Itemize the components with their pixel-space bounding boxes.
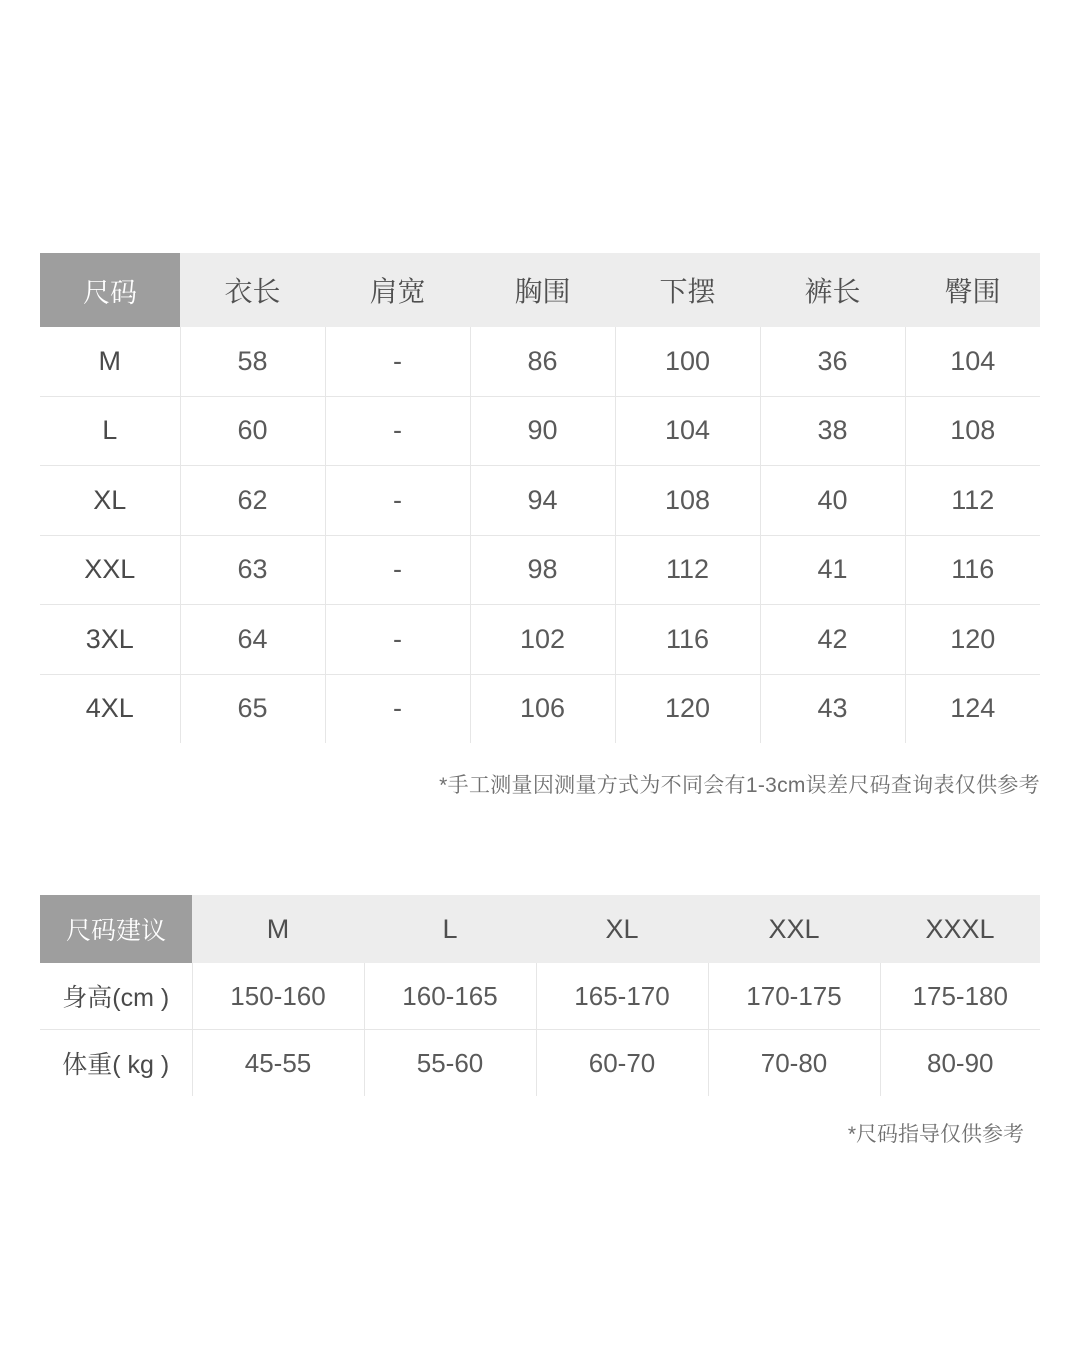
measurement-table-head — [40, 253, 1040, 327]
cell-value: 65 — [180, 674, 325, 743]
advice-corner-label: 尺码建议 — [40, 895, 192, 963]
cell-value: 116 — [905, 535, 1040, 605]
cell-value: 55-60 — [364, 1030, 536, 1097]
row-size-label: M — [40, 327, 180, 396]
measurement-table — [40, 253, 1040, 743]
size-advice-table — [40, 895, 1040, 1096]
measurement-corner-label: 尺码 — [40, 253, 180, 327]
cell-value: 60-70 — [536, 1030, 708, 1097]
measurement-header-5: 臀围 — [905, 253, 1040, 327]
cell-value: - — [325, 605, 470, 675]
cell-value: - — [325, 535, 470, 605]
cell-value: 112 — [905, 466, 1040, 536]
row-label-weight: 体重( kg ) — [40, 1030, 192, 1097]
table-row — [40, 605, 1040, 675]
cell-value: 63 — [180, 535, 325, 605]
table-row — [40, 535, 1040, 605]
measurement-table-body — [40, 327, 1040, 743]
cell-value: 98 — [470, 535, 615, 605]
cell-value: 104 — [615, 396, 760, 466]
advice-table-head — [40, 895, 1040, 963]
cell-value: 36 — [760, 327, 905, 396]
advice-header-3: XXL — [708, 895, 880, 963]
measurement-disclaimer: *手工测量因测量方式为不同会有1-3cm误差尺码查询表仅供参考 — [439, 774, 1040, 797]
cell-value: 175-180 — [880, 963, 1040, 1030]
cell-value: 150-160 — [192, 963, 364, 1030]
cell-value: 42 — [760, 605, 905, 675]
table-row — [40, 674, 1040, 743]
cell-value: 116 — [615, 605, 760, 675]
cell-value: 38 — [760, 396, 905, 466]
cell-value: 100 — [615, 327, 760, 396]
cell-value: 124 — [950, 693, 996, 724]
cell-value: - — [325, 327, 470, 396]
cell-value: 58 — [180, 327, 325, 396]
measurement-header-0: 衣长 — [180, 253, 325, 327]
advice-table-body — [40, 963, 1040, 1096]
row-size-label: XL — [40, 466, 180, 536]
cell-value: 120 — [905, 605, 1040, 675]
measurement-header-1: 肩宽 — [325, 253, 470, 327]
measurement-header-3: 下摆 — [615, 253, 760, 327]
cell-value: 43 — [760, 674, 905, 743]
cell-value: 165-170 — [536, 963, 708, 1030]
cell-value: 60 — [180, 396, 325, 466]
cell-value: 108 — [905, 396, 1040, 466]
advice-table-section — [40, 895, 1040, 1148]
cell-value: 45-55 — [192, 1030, 364, 1097]
row-size-label: 4XL — [40, 674, 180, 743]
cell-value: 94 — [470, 466, 615, 536]
cell-value: 102 — [470, 605, 615, 675]
measurement-table-section — [40, 253, 1040, 799]
cell-value: 70-80 — [708, 1030, 880, 1097]
cell-value: 112 — [615, 535, 760, 605]
cell-value: 90 — [470, 396, 615, 466]
cell-value: - — [325, 674, 470, 743]
cell-value: 86 — [470, 327, 615, 396]
cell-value: 62 — [180, 466, 325, 536]
cell-value: 160-165 — [364, 963, 536, 1030]
row-size-label: 3XL — [40, 605, 180, 675]
cell-value: 170-175 — [708, 963, 880, 1030]
advice-header-2: XL — [536, 895, 708, 963]
cell-value: 108 — [615, 466, 760, 536]
advice-disclaimer: *尺码指导仅供参考 — [847, 1123, 1024, 1146]
row-label-height: 身高(cm ) — [40, 963, 192, 1030]
table-row — [40, 1030, 1040, 1097]
advice-header-4: XXXL — [880, 895, 1040, 963]
cell-value: 120 — [615, 674, 760, 743]
table-row — [40, 963, 1040, 1030]
table-header-row — [40, 895, 1040, 963]
cell-value: 40 — [760, 466, 905, 536]
cell-value: - — [325, 466, 470, 536]
table-row — [40, 396, 1040, 466]
advice-header-1: L — [364, 895, 536, 963]
advice-header-0: M — [192, 895, 364, 963]
cell-value: 41 — [760, 535, 905, 605]
cell-value: 64 — [180, 605, 325, 675]
cell-value: - — [325, 396, 470, 466]
measurement-header-2: 胸围 — [470, 253, 615, 327]
table-row — [40, 466, 1040, 536]
cell-value: 106 — [470, 674, 615, 743]
row-size-label: L — [40, 396, 180, 466]
table-header-row — [40, 253, 1040, 327]
measurement-header-4: 裤长 — [760, 253, 905, 327]
row-size-label: XXL — [40, 535, 180, 605]
cell-value: 80-90 — [927, 1047, 994, 1078]
table-row — [40, 327, 1040, 396]
cell-value: 104 — [905, 327, 1040, 396]
